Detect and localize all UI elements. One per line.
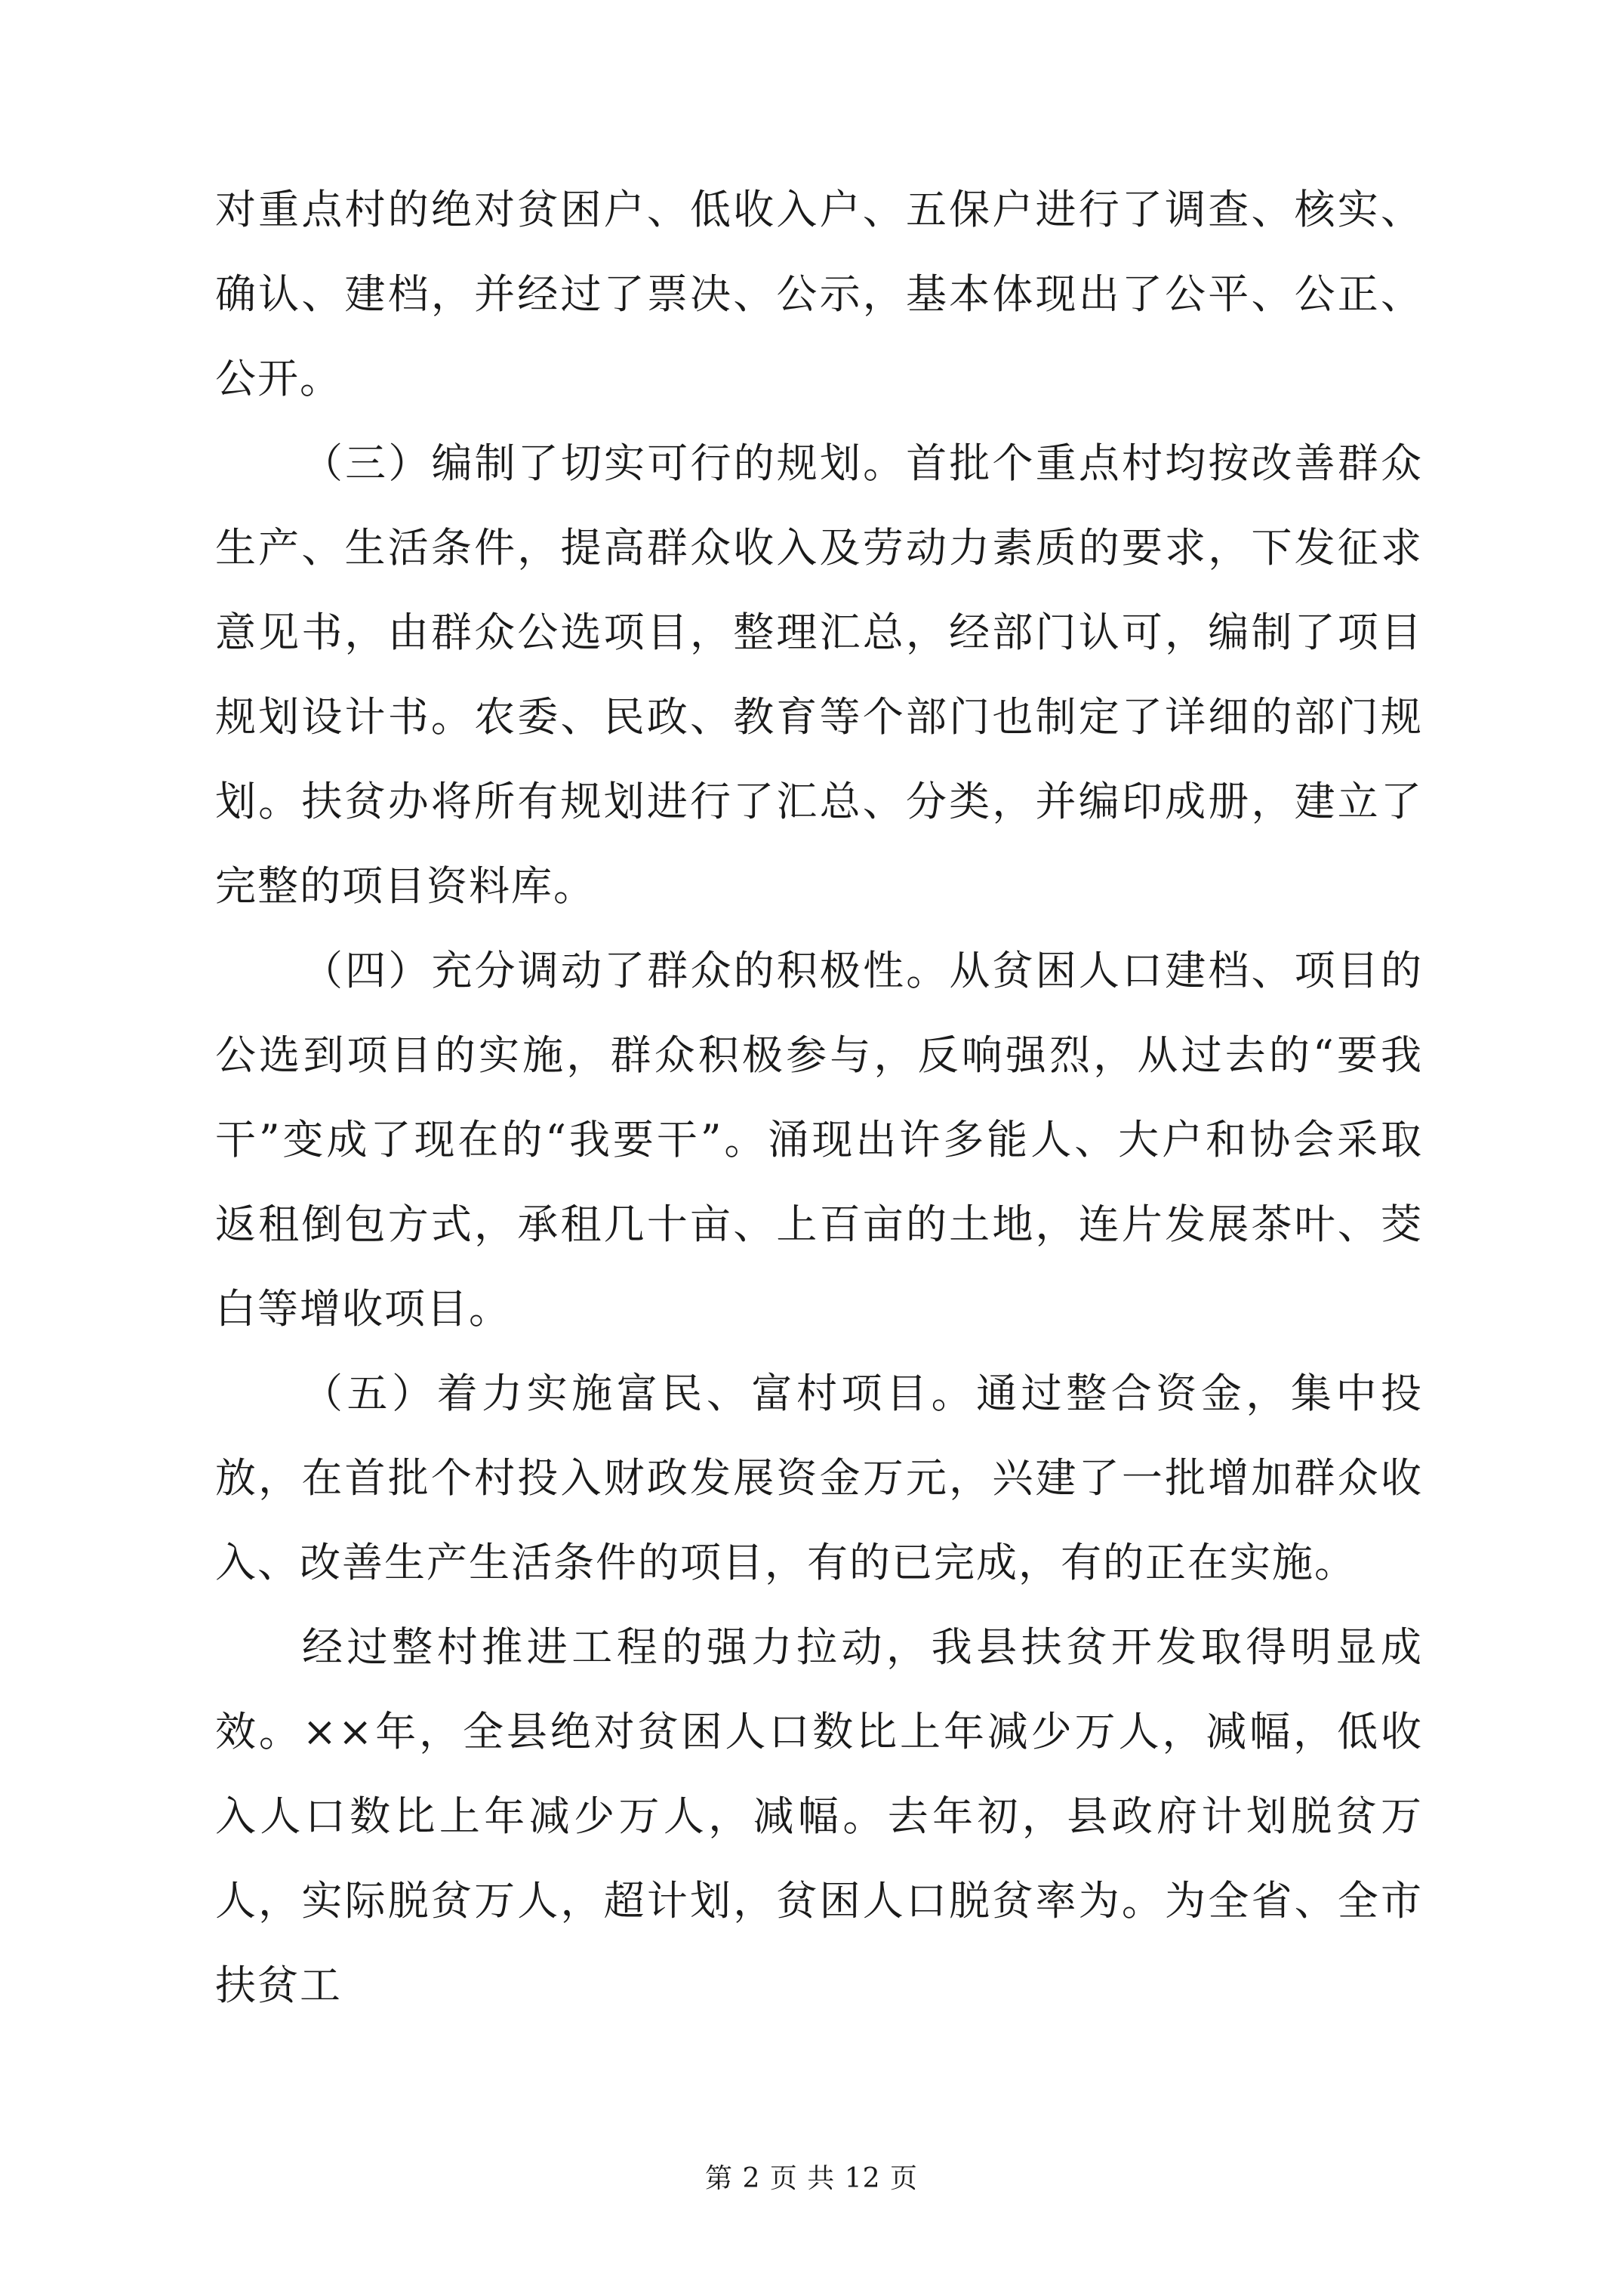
paragraph-continuation: 对重点村的绝对贫困户、低收入户、五保户进行了调查、核实、确认、建档，并经过了票决、公示，基本体现出了公平、公正、公开。 [215, 186, 1423, 402]
paragraph-mobilization: （四）充分调动了群众的积极性。从贫困人口建档、项目的公选到项目的实施，群众积极参与，反响强烈，从过去的“要我干”变成了现在的“我要干”。涌现出许多能人、大户和协会采取返租倒包方式，承租几十亩、上百亩的土地，连片发展茶叶、茭白等增收项目。 [215, 947, 1423, 1333]
paragraph-planning: （三）编制了切实可行的规划。首批个重点村均按改善群众生产、生活条件，提高群众收入及劳动力素质的要求，下发征求意见书，由群众公选项目，整理汇总，经部门认可，编制了项目规划设计书。农委、民政、教育等个部门也制定了详细的部门规划。扶贫办将所有规划进行了汇总、分类，并编印成册，建立了完整的项目资料库。 [215, 439, 1423, 910]
paragraph-projects: （五）着力实施富民、富村项目。通过整合资金，集中投放，在首批个村投入财政发展资金万元，兴建了一批增加群众收入、改善生产生活条件的项目，有的已完成，有的正在实施。 [215, 1370, 1423, 1586]
paragraph-results: 经过整村推进工程的强力拉动，我县扶贫开发取得明显成效。××年，全县绝对贫困人口数比上年减少万人，减幅，低收入人口数比上年减少万人，减幅。去年初，县政府计划脱贫万人，实际脱贫万人，超计划，贫困人口脱贫率为。为全省、全市扶贫工 [215, 1623, 1423, 2009]
page-number-footer: 第 2 页 共 12 页 [705, 2163, 918, 2194]
document-body [215, 168, 1423, 2028]
